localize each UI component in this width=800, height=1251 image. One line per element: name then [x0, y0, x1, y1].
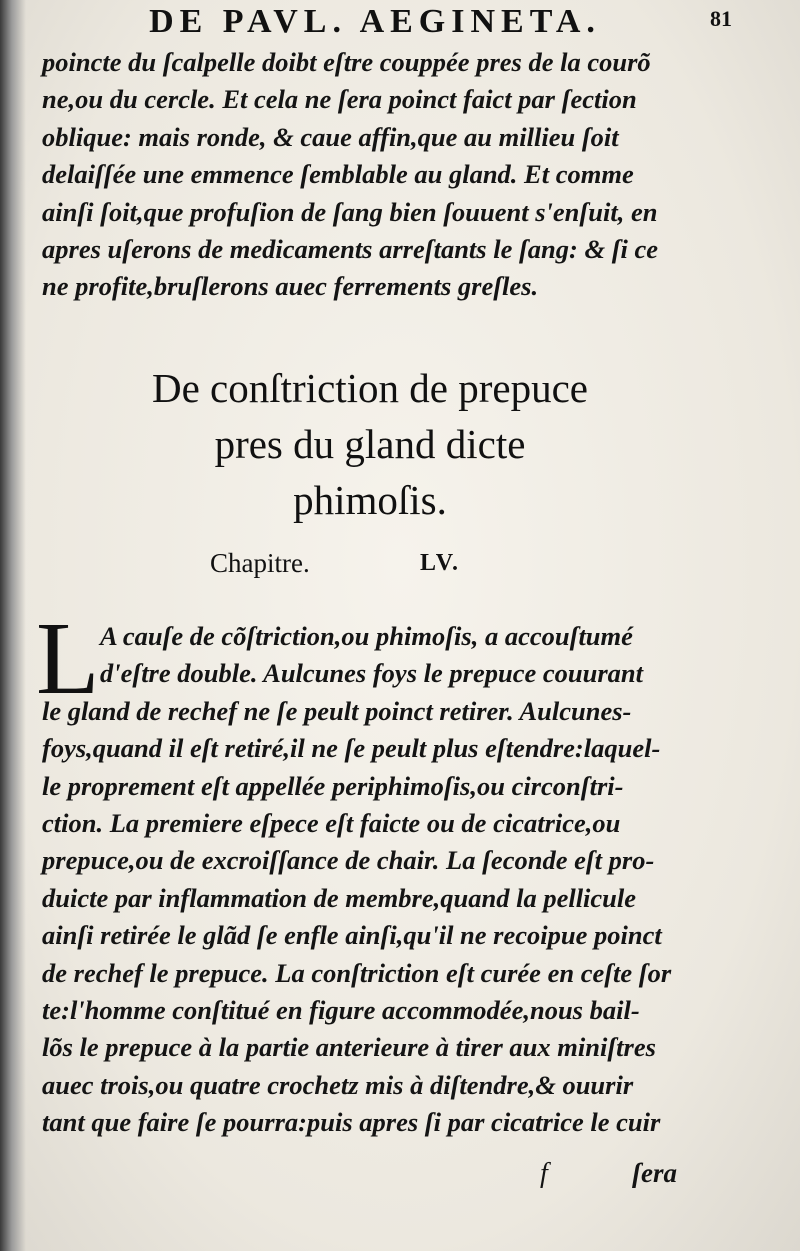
- page-number: 81: [710, 6, 732, 31]
- chapter-number: LV.: [420, 550, 461, 576]
- text-line: le proprement eſt appellée periphimoſis,ou circonſtri-: [42, 770, 624, 801]
- text-line: te:l'homme conſtitué en figure accommodée,nous bail-: [42, 994, 640, 1025]
- text-line: foys,quand il eſt retiré,il ne ſe peult plus eſtendre:laquel-: [42, 733, 661, 764]
- text-line: ne profite,bruſlerons auec ferrements greſles.: [42, 271, 539, 302]
- text-line: delaiſſée une emmence ſemblable au gland. Et comme: [42, 159, 634, 190]
- gutter-shadow: [0, 0, 26, 1251]
- chapter-title-line: De conſtriction de prepuce: [151, 365, 588, 411]
- text-line: de rechef le prepuce. La conſtriction eſt curée en ceſte ſor: [42, 957, 672, 988]
- main-paragraph: [42, 618, 682, 1141]
- drop-cap: L: [36, 601, 100, 716]
- chapter-title: [100, 360, 640, 528]
- text-line: ainſi retirée le glãd ſe enfle ainſi,qu'il ne recoipue poinct: [42, 920, 662, 951]
- catchword: ſera: [632, 1158, 677, 1188]
- text-line: lõs le prepuce à la partie anterieure à tirer aux miniſtres: [42, 1032, 656, 1063]
- text-line: apres uſerons de medicaments arreſtants le ſang: & ſi ce: [42, 233, 659, 264]
- text-line: auec trois,ou quatre crochetz mis à diſtendre,& ouurir: [42, 1069, 634, 1100]
- text-line: d'eſtre double. Aulcunes foys le prepuce couurant: [100, 658, 643, 689]
- top-paragraph: [42, 44, 682, 306]
- text-line: oblique: mais ronde, & caue affin,que au millieu ſoit: [42, 121, 619, 152]
- text-line: duicte par inflammation de membre,quand la pellicule: [42, 882, 637, 913]
- text-line: prepuce,ou de excroiſſance de chair. La ſeconde eſt pro-: [42, 845, 655, 876]
- chapter-label: Chapitre.: [210, 548, 310, 578]
- text-line: tant que faire ſe pourra:puis apres ſi par cicatrice le cuir: [42, 1107, 661, 1138]
- text-line: poincte du ſcalpelle doibt eſtre couppée pres de la courõ: [42, 47, 651, 77]
- text-line: ainſi ſoit,que profuſion de ſang bien ſouuent s'enſuit, en: [42, 196, 658, 227]
- running-head: DE PAVL. AEGINETA.: [149, 3, 601, 40]
- text-line: ne,ou du cercle. Et cela ne ſera poinct faict par ſection: [42, 84, 637, 115]
- text-line: A cauſe de cõſtriction,ou phimoſis, a accouſtumé: [100, 621, 633, 651]
- chapter-title-line: pres du gland dicte: [214, 421, 526, 467]
- chapter-title-line: phimoſis.: [293, 477, 447, 523]
- text-line: le gland de rechef ne ſe peult poinct retirer. Aulcunes-: [42, 695, 632, 726]
- text-line: ction. La premiere eſpece eſt faicte ou de cicatrice,ou: [42, 807, 621, 838]
- signature-mark: f: [540, 1158, 548, 1189]
